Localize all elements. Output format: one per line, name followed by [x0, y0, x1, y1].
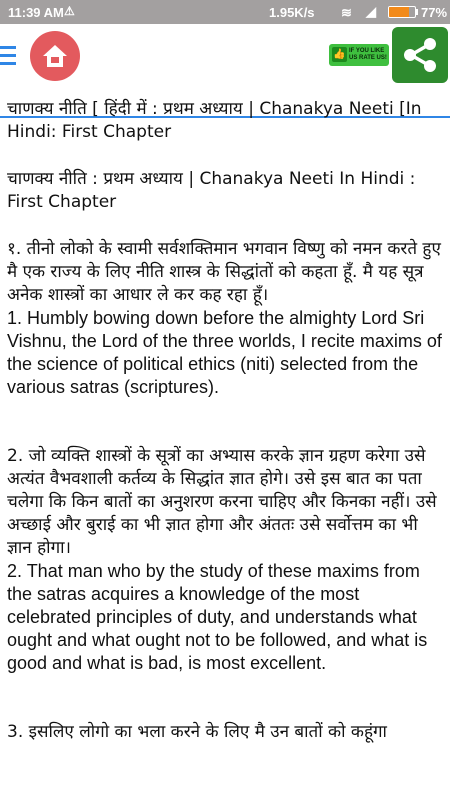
verse-3-hindi: 3. इसलिए लोगो का भला करने के लिए मै उन बातों को कहूंगा — [7, 722, 387, 742]
verse-2-english: 2. That man who by the study of these maxims from the satras acquires a knowledge of the most celebrated principles of duty, and understands what ought and what ought not to be followed, and what is good and what is bad, is most excellent. — [7, 561, 428, 673]
share-icon — [400, 35, 440, 75]
thumbs-up-icon: 👍 — [333, 49, 346, 60]
article-title-1: चाणक्य नीति [ हिंदी में : प्रथम अध्याय | Chanakya Neeti [In Hindi: First Chapter — [7, 99, 422, 142]
share-button[interactable] — [392, 27, 448, 83]
battery-icon — [388, 6, 416, 18]
signal-icon: ◢ — [366, 4, 376, 19]
status-time: 11:39 AM — [8, 5, 64, 20]
article-content — [7, 96, 443, 744]
rate-us-line2: US RATE US! — [349, 55, 387, 61]
battery-percent: 77% — [421, 5, 448, 20]
status-bar — [0, 0, 450, 24]
wifi-icon: ≋ — [341, 5, 352, 20]
hamburger-menu-icon[interactable] — [0, 46, 16, 68]
home-icon — [42, 43, 68, 69]
article-title-2: चाणक्य नीति : प्रथम अध्याय | Chanakya Neeti In Hindi : First Chapter — [7, 169, 416, 212]
battery-tip — [416, 9, 418, 15]
warning-icon: ⚠ — [64, 4, 75, 18]
verse-1-english: 1. Humbly bowing down before the almighty Lord Sri Vishnu, the Lord of the three worlds, I recite maxims of the science of political ethics (niti) selected from the various satras (scriptures). — [7, 308, 442, 397]
home-button[interactable] — [30, 31, 80, 81]
network-speed: 1.95K/s — [269, 5, 315, 20]
verse-1-hindi: १. तीनो लोको के स्वामी सर्वशक्तिमान भगवान विष्णु को नमन करते हुए मै एक राज्य के लिए नीति शास्त्र के सिद्धांतों को कहता हूँ. मै यह सूत्र अनेक शास्त्रों का आधार ले कर कह रहा हूँ। — [7, 239, 441, 305]
verse-2-hindi: 2. जो व्यक्ति शास्त्रों के सूत्रों का अभ्यास करके ज्ञान ग्रहण करेगा उसे अत्यंत वैभवशाली कर्तव्य के सिद्धांत ज्ञात होगे। उसे इस बात का पता चलेगा कि किन बातों का अनुशरण करना चाहिए और किनका नहीं। उसे अच्छाई और बुराई का भी ज्ञात होगा और अंततः उसे सर्वोत्तम का भी ज्ञान होगा। — [7, 446, 437, 558]
app-bar — [0, 24, 450, 94]
rate-us-badge[interactable] — [329, 44, 389, 66]
battery-fill — [389, 7, 409, 17]
rate-us-line1: IF YOU LIKE — [349, 48, 385, 54]
